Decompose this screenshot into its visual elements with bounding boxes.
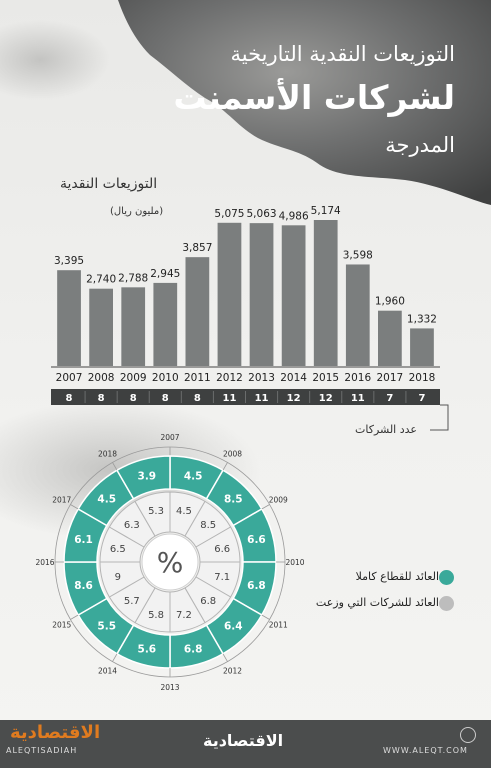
bar-value-label: 2,788 bbox=[118, 272, 149, 285]
title-line-1: التوزيعات النقدية التاريخية bbox=[230, 42, 455, 66]
company-count-value: 8 bbox=[65, 393, 73, 404]
sector-yield-value: 3.9 bbox=[137, 470, 157, 483]
bar-value-label: 3,598 bbox=[342, 249, 373, 262]
bar-chart-unit: (مليون ريال) bbox=[110, 206, 164, 217]
radial-year-label: 2013 bbox=[160, 683, 180, 692]
payers-yield-value: 7.1 bbox=[214, 571, 231, 583]
year-tick bbox=[70, 505, 78, 510]
year-tick bbox=[262, 505, 270, 510]
bar-value-label: 1,960 bbox=[374, 295, 405, 308]
payers-yield-value: 6.6 bbox=[214, 544, 231, 556]
payers-yield-value: 6.8 bbox=[200, 596, 217, 608]
sector-yield-value: 6.8 bbox=[247, 580, 266, 593]
radial-year-label: 2011 bbox=[268, 620, 288, 630]
bar-value-label: 5,075 bbox=[214, 207, 245, 220]
company-count-value: 12 bbox=[286, 393, 301, 404]
radial-year-label: 2008 bbox=[222, 449, 243, 459]
bar-value-label: 1,332 bbox=[406, 313, 437, 326]
year-tick bbox=[113, 462, 118, 470]
footer-brand-latin: ALEQTISADIAH bbox=[6, 746, 78, 755]
year-tick bbox=[262, 615, 270, 620]
bar-value-label: 3,857 bbox=[182, 242, 213, 255]
year-tick bbox=[113, 654, 118, 662]
sector-yield-value: 5.6 bbox=[137, 643, 157, 656]
company-count-value: 7 bbox=[386, 393, 394, 404]
year-tick-label: 2009 bbox=[119, 372, 147, 384]
payers-yield-value: 8.5 bbox=[200, 519, 217, 531]
bar-value-label: 3,395 bbox=[54, 255, 85, 268]
year-tick-label: 2015 bbox=[312, 372, 340, 384]
sector-yield-value: 4.5 bbox=[97, 493, 117, 506]
footer-website: WWW.ALEQT.COM bbox=[383, 746, 468, 755]
payers-yield-value: 4.5 bbox=[176, 505, 192, 517]
sector-yield-value: 4.5 bbox=[183, 470, 203, 483]
radial-year-label: 2012 bbox=[222, 666, 243, 676]
radial-year-label: 2007 bbox=[160, 433, 180, 442]
year-tick-label: 2012 bbox=[216, 372, 243, 384]
sector-yield-value: 5.5 bbox=[97, 620, 117, 633]
year-tick-label: 2017 bbox=[376, 372, 404, 384]
footer-emblem-icon bbox=[460, 727, 476, 743]
bar-value-label: 5,063 bbox=[246, 208, 277, 221]
payers-yield-value: 9 bbox=[114, 571, 122, 583]
footer-logo-center: الاقتصادية bbox=[203, 731, 284, 750]
radial-year-label: 2016 bbox=[35, 558, 55, 567]
year-tick-label: 2014 bbox=[280, 372, 307, 384]
sector-yield-value: 8.6 bbox=[74, 580, 93, 593]
company-count-value: 12 bbox=[318, 393, 333, 404]
year-tick-label: 2010 bbox=[151, 372, 179, 384]
title-line-2: لشركات الأسمنت bbox=[173, 78, 455, 117]
payers-yield-value: 6.5 bbox=[109, 544, 126, 556]
company-count-value: 8 bbox=[97, 393, 105, 404]
sector-yield-value: 6.8 bbox=[183, 643, 203, 656]
company-count-value: 8 bbox=[161, 393, 169, 404]
radial-center-label: % bbox=[156, 546, 184, 579]
bar-value-label: 4,986 bbox=[278, 210, 309, 223]
company-count-value: 8 bbox=[129, 393, 137, 404]
year-tick bbox=[70, 615, 78, 620]
payers-yield-value: 5.8 bbox=[148, 610, 164, 622]
legend-sector-yield: العائد للقطاع كاملا bbox=[355, 570, 439, 583]
legend-gray-swatch bbox=[439, 596, 454, 611]
payers-yield-value: 5.3 bbox=[148, 505, 164, 517]
year-tick-label: 2008 bbox=[87, 372, 115, 384]
sector-yield-value: 8.5 bbox=[223, 493, 243, 506]
radial-year-label: 2014 bbox=[97, 666, 118, 676]
sector-yield-value: 6.6 bbox=[247, 533, 266, 546]
sector-yield-value: 6.4 bbox=[223, 620, 243, 633]
legend-payers-yield: العائد للشركات التي وزعت bbox=[315, 596, 439, 609]
company-count-value: 11 bbox=[350, 393, 365, 404]
payers-yield-value: 7.2 bbox=[176, 610, 192, 622]
radial-year-label: 2015 bbox=[52, 620, 72, 630]
footer-logo-left: الاقتصادية bbox=[10, 722, 101, 743]
sector-yield-value: 6.1 bbox=[74, 533, 93, 546]
bar-value-label: 2,740 bbox=[86, 273, 117, 286]
company-count-value: 8 bbox=[193, 393, 201, 404]
bar-value-label: 2,945 bbox=[150, 267, 181, 280]
radial-year-label: 2018 bbox=[97, 449, 118, 459]
year-tick-label: 2007 bbox=[55, 372, 83, 384]
legend-teal-swatch bbox=[439, 570, 454, 585]
title-line-3: المدرجة bbox=[385, 133, 455, 157]
company-count-value: 11 bbox=[222, 393, 237, 404]
payers-yield-value: 5.7 bbox=[123, 596, 140, 608]
year-tick bbox=[223, 654, 228, 662]
company-count-value: 7 bbox=[418, 393, 426, 404]
company-count-label: عدد الشركات bbox=[355, 423, 417, 436]
payers-yield-value: 6.3 bbox=[123, 519, 140, 531]
year-tick-label: 2011 bbox=[184, 372, 211, 384]
radial-year-label: 2009 bbox=[268, 495, 288, 505]
bar-chart-title: التوزيعات النقدية bbox=[60, 176, 158, 192]
radial-year-label: 2017 bbox=[52, 495, 72, 505]
radial-year-label: 2010 bbox=[285, 558, 305, 567]
bar-value-label: 5,174 bbox=[310, 205, 341, 217]
year-tick-label: 2016 bbox=[344, 372, 372, 384]
company-count-value: 11 bbox=[254, 393, 269, 404]
year-tick bbox=[223, 462, 228, 470]
year-tick-label: 2018 bbox=[408, 372, 436, 384]
year-tick-label: 2013 bbox=[248, 372, 275, 384]
